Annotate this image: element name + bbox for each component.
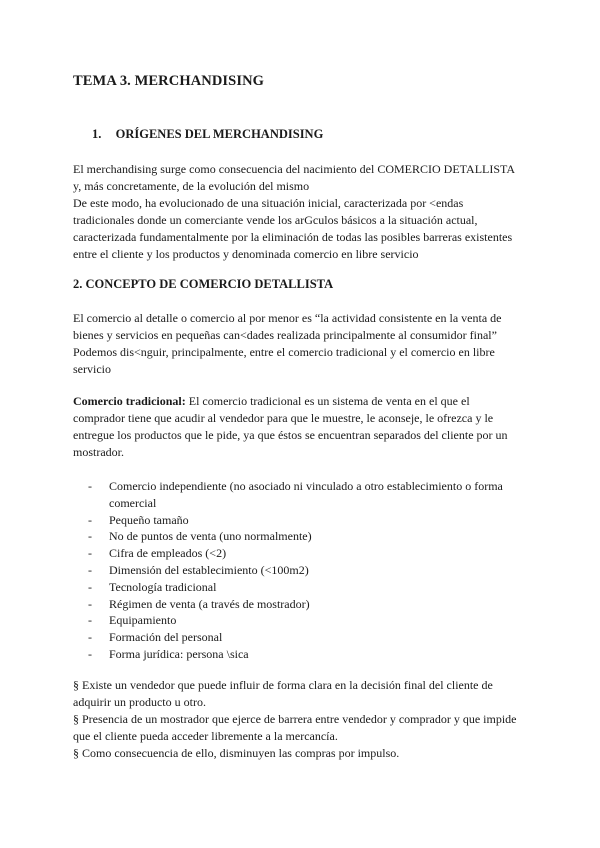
text-line: bienes y servicios en pequeñas can<dades realizada principalmente al consumidor final” [73,328,497,342]
text-line: que el cliente pueda acceder libremente a la mercancía. [73,729,338,743]
text-line: § Existe un vendedor que puede influir de forma clara en la decisión final del cliente de [73,678,493,692]
section-1-heading [92,127,323,142]
list-item [88,612,503,629]
dash-bullet: - [88,579,92,594]
list-item-text: comercial [109,495,157,510]
dash-bullet: - [88,646,92,661]
text-line: comprador tiene que acudir al vendedor para que le muestre, le aconseje, le ofrezca y le [73,411,494,425]
section-1-paragraph [73,161,515,263]
list-item-text: Equipamiento [109,613,177,628]
text-line: De este modo, ha evolucionado de una situación inicial, caracterizada por <endas [73,196,464,210]
section-1-number: 1. [92,127,102,141]
list-item-text: Régimen de venta (a través de mostrador) [109,596,310,611]
text-line: § Como consecuencia de ello, disminuyen las compras por impulso. [73,746,400,760]
list-item [88,596,503,613]
text-line: y, más concretamente, de la evolución del mismo [73,179,310,193]
list-item [88,579,503,596]
list-item [88,528,503,545]
list-item [88,512,503,529]
dash-bullet: - [88,562,92,577]
traditional-commerce-text: El comercio tradicional es un sistema de venta en el que el [185,394,470,408]
list-item-text: Forma jurídica: persona \sica [109,646,249,661]
text-line: El merchandising surge como consecuencia del nacimiento del COMERCIO DETALLISTA [73,162,516,176]
text-line: tradicionales donde un comerciante vende los arGculos básicos a la situación actual, [73,213,478,227]
text-line: entregue los productos que le pide, ya que éstos se encuentran separados del cliente por un [73,428,508,442]
text-line: mostrador. [73,445,124,459]
list-item [88,646,503,663]
list-item-text: No de puntos de venta (uno normalmente) [109,529,312,544]
text-line: servicio [73,362,111,376]
characteristics-list [88,478,503,663]
text-line: § Presencia de un mostrador que ejerce de barrera entre vendedor y comprador y que impide [73,712,517,726]
list-item [88,478,503,512]
dash-bullet: - [88,630,92,645]
list-item [88,545,503,562]
list-item-text: Dimensión del establecimiento (<100m2) [109,562,309,577]
text-line: adquirir un producto u otro. [73,695,206,709]
list-item-text: Tecnología tradicional [109,579,217,594]
section-2-paragraph [73,310,501,378]
text-line: entre el cliente y los productos y denominada comercio en libre servicio [73,247,419,261]
list-item-text: Comercio independiente (no asociado ni vinculado a otro establecimiento o forma [109,479,503,493]
section-2-heading: 2. CONCEPTO DE COMERCIO DETALLISTA [73,277,334,291]
document-title: TEMA 3. MERCHANDISING [73,73,265,89]
dash-bullet: - [88,613,92,628]
consequences-paragraph [73,677,516,762]
dash-bullet: - [88,546,92,561]
list-item-text: Cifra de empleados (<2) [109,546,227,561]
text-line: El comercio al detalle o comercio al por menor es “la actividad consistente en la venta de [73,311,502,325]
traditional-commerce-label: Comercio tradicional: [73,394,186,408]
text-line: caracterizada fundamentalmente por la eliminación de todas las posibles barreras existentes [73,230,513,244]
text-line [73,393,508,410]
dash-bullet: - [88,596,92,611]
list-item [88,629,503,646]
dash-bullet: - [88,479,92,493]
list-item-text: Formación del personal [109,630,223,645]
dash-bullet: - [88,529,92,544]
traditional-commerce-paragraph [73,393,508,461]
section-1-title: ORÍGENES DEL MERCHANDISING [115,127,324,141]
list-item [88,562,503,579]
dash-bullet: - [88,512,92,527]
list-item-text: Pequeño tamaño [109,512,189,527]
text-line: Podemos dis<nguir, principalmente, entre el comercio tradicional y el comercio en libre [73,345,495,359]
